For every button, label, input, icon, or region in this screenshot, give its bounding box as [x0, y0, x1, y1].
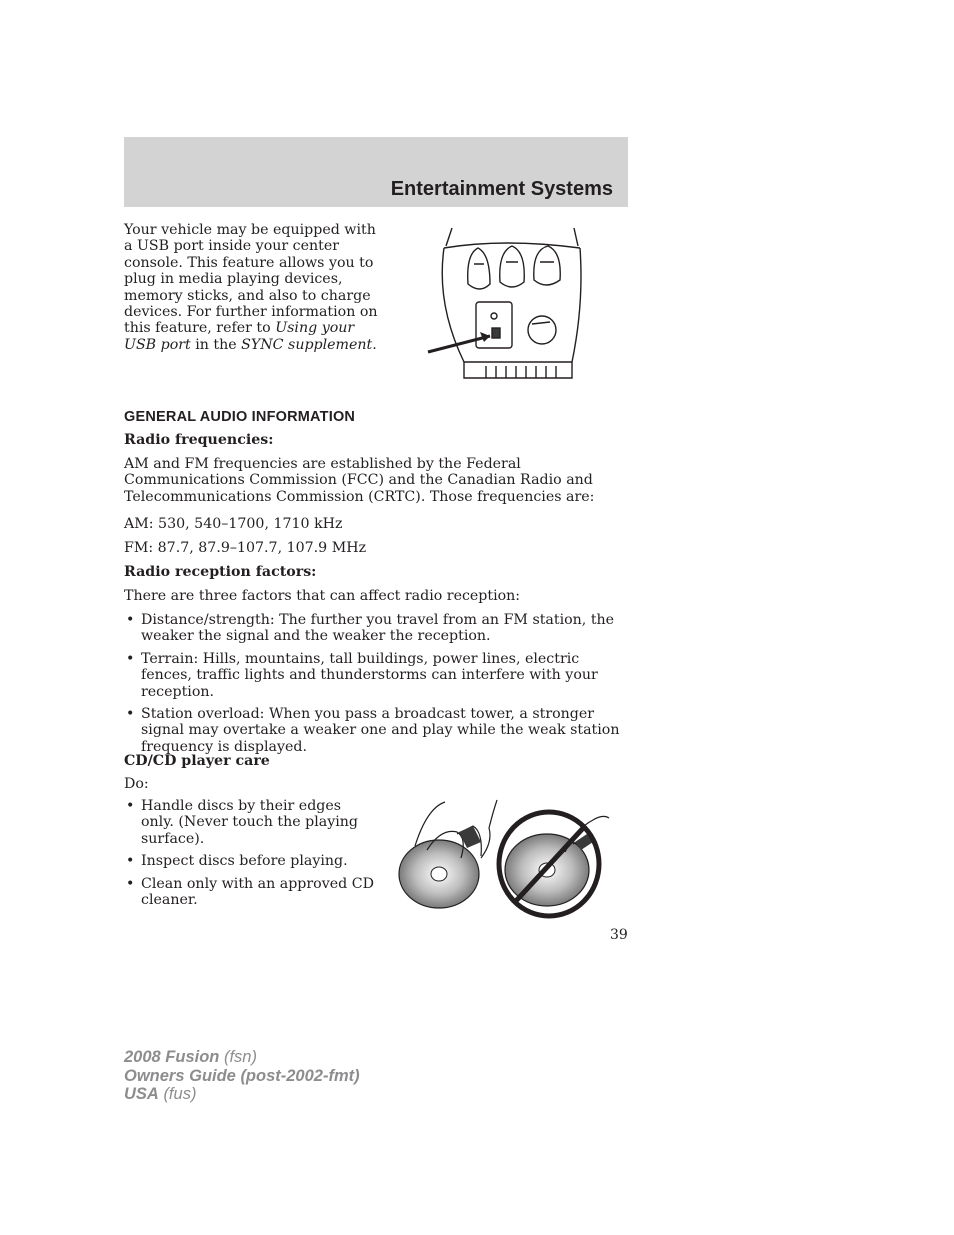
usb-intro-paragraph [124, 222, 386, 353]
reception-factors-list [124, 612, 629, 761]
cd-care-do-label: Do: [124, 776, 149, 792]
reception-intro: There are three factors that can affect radio reception: [124, 588, 521, 604]
footer-market: USA [124, 1085, 159, 1103]
usb-port-reference: Using your USB port [124, 320, 355, 353]
radio-frequencies-body: AM and FM frequencies are established by the Federal Communications Commission (FCC) and the Canadian Radio and Telecommunications Commission (CRTC). Those frequencies are: [124, 456, 595, 505]
reception-factors-heading: Radio reception factors: [124, 564, 317, 580]
footer-model: 2008 Fusion [124, 1048, 220, 1066]
header-band [124, 137, 628, 207]
list-item: • Inspect discs before playing. [124, 853, 374, 869]
list-item: • Terrain: Hills, mountains, tall buildings, power lines, electric fences, traffic lights and thunderstorms can interfere with your reception. [124, 651, 629, 700]
sync-supplement-reference: SYNC supplement [241, 336, 373, 353]
footer-guide: Owners Guide (post-2002-fmt) [124, 1066, 360, 1085]
list-item: • Station overload: When you pass a broadcast tower, a stronger signal may overtake a weaker one and play while the weak station frequency is displayed. [124, 706, 629, 755]
cd-care-list [124, 798, 374, 914]
cd-handling-illustration [397, 798, 615, 920]
list-item: • Handle discs by their edges only. (Never touch the playing surface). [124, 798, 374, 847]
general-audio-heading: GENERAL AUDIO INFORMATION [124, 409, 356, 425]
fm-frequencies: FM: 87.7, 87.9–107.7, 107.9 MHz [124, 540, 367, 556]
cd-care-heading: CD/CD player care [124, 753, 270, 769]
usb-port-illustration [424, 224, 590, 384]
intro-text-before: Your vehicle may be equipped with a USB port inside your center console. This feature allows you to plug in media playing devices, memory sticks, and also to charge devices. For further information on this feature, refer to [124, 222, 378, 337]
section-header-title: Entertainment Systems [390, 178, 613, 200]
intro-text-after: . [372, 336, 377, 353]
page-number: 39 [610, 927, 628, 943]
intro-text-middle: in the [190, 336, 242, 353]
footer-market-code: (fus) [163, 1085, 197, 1103]
am-frequencies: AM: 530, 540–1700, 1710 kHz [124, 516, 343, 532]
list-item: • Clean only with an approved CD cleaner. [124, 876, 374, 909]
radio-frequencies-heading: Radio frequencies: [124, 432, 274, 448]
footer-model-code: (fsn) [223, 1048, 257, 1066]
document-footer [124, 1048, 360, 1104]
list-item: • Distance/strength: The further you travel from an FM station, the weaker the signal and the weaker the reception. [124, 612, 629, 645]
